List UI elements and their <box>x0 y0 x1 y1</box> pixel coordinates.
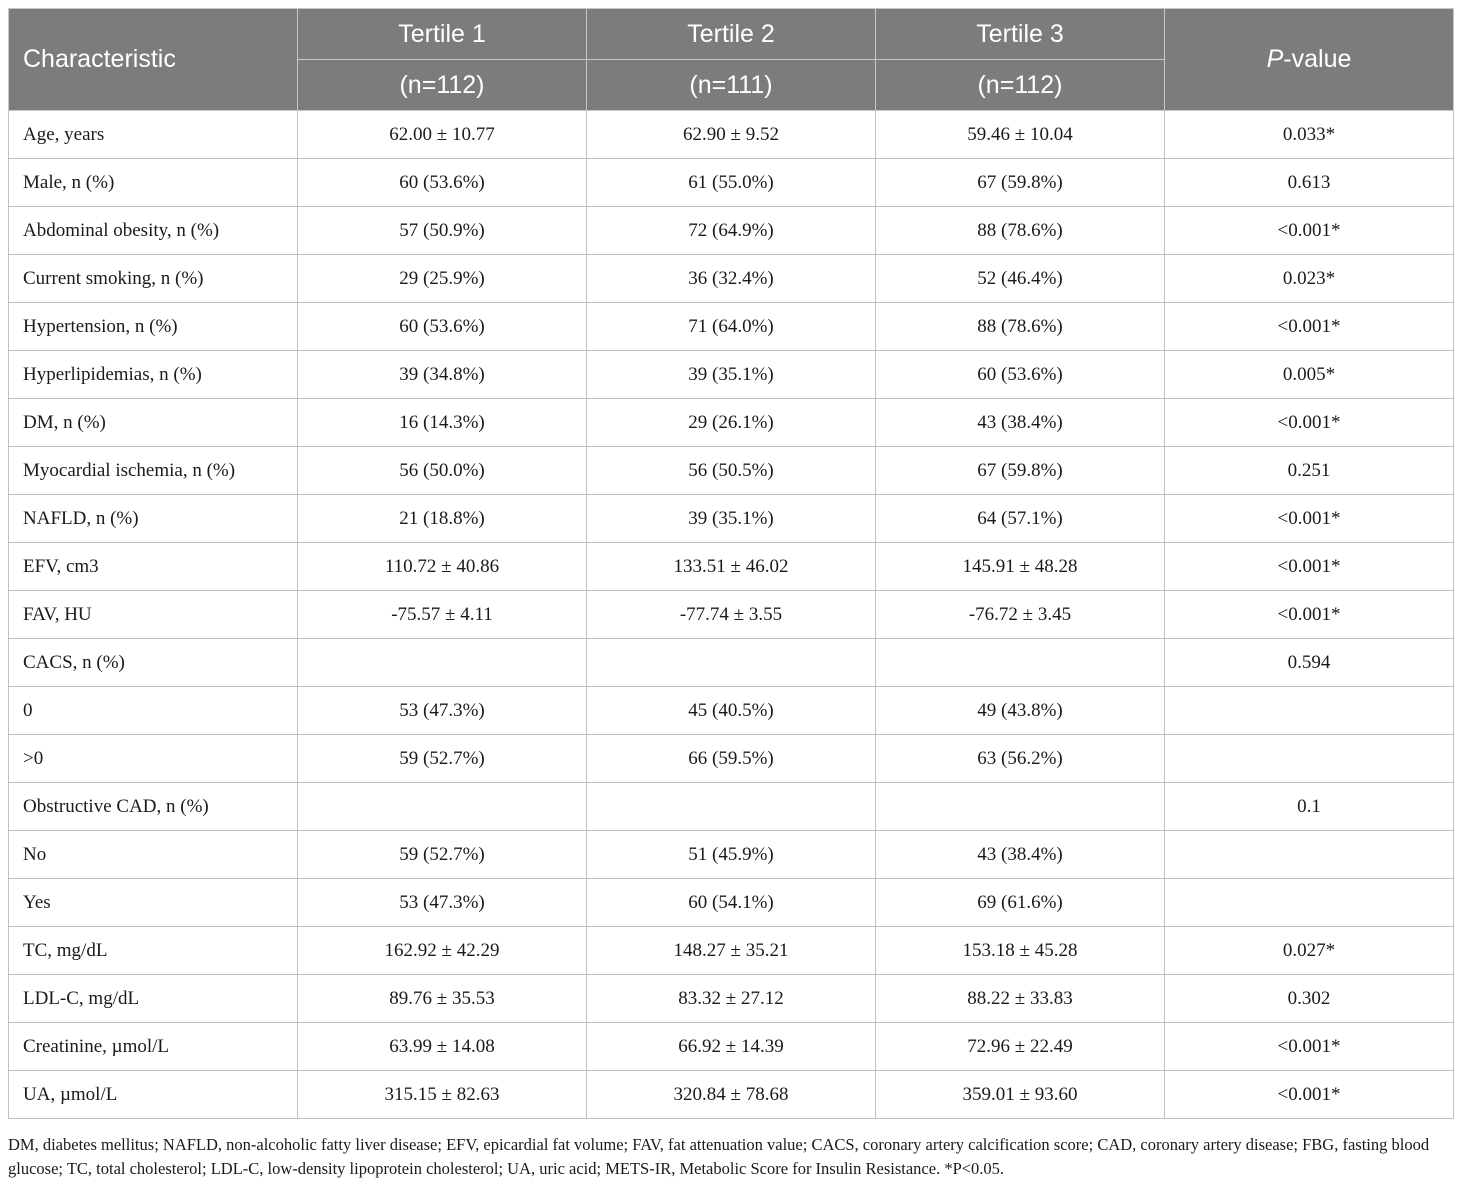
p-value-cell: <0.001* <box>1165 591 1454 639</box>
p-value-cell <box>1165 735 1454 783</box>
p-value-cell: <0.001* <box>1165 399 1454 447</box>
p-value-cell <box>1165 831 1454 879</box>
header-p-value <box>1165 9 1454 111</box>
row-label: Creatinine, µmol/L <box>9 1023 298 1071</box>
row-label: DM, n (%) <box>9 399 298 447</box>
row-label: TC, mg/dL <box>9 927 298 975</box>
header-row-1 <box>9 9 1454 60</box>
tertile-3-cell: 67 (59.8%) <box>876 447 1165 495</box>
tertile-1-cell: -75.57 ± 4.11 <box>298 591 587 639</box>
row-label: Age, years <box>9 111 298 159</box>
tertile-2-cell: 60 (54.1%) <box>587 879 876 927</box>
p-value-cell: 0.302 <box>1165 975 1454 1023</box>
tertile-2-cell: 66.92 ± 14.39 <box>587 1023 876 1071</box>
tertile-1-cell: 60 (53.6%) <box>298 159 587 207</box>
tertile-2-cell: 61 (55.0%) <box>587 159 876 207</box>
table-row <box>9 591 1454 639</box>
p-value-cell: 0.1 <box>1165 783 1454 831</box>
header-tertile-1: Tertile 1 <box>298 9 587 60</box>
p-value-cell: 0.033* <box>1165 111 1454 159</box>
tertile-3-cell: 88 (78.6%) <box>876 207 1165 255</box>
row-label: NAFLD, n (%) <box>9 495 298 543</box>
table-row <box>9 927 1454 975</box>
tertile-1-cell: 62.00 ± 10.77 <box>298 111 587 159</box>
tertile-3-cell: 52 (46.4%) <box>876 255 1165 303</box>
tertile-3-cell: 67 (59.8%) <box>876 159 1165 207</box>
row-label: Hyperlipidemias, n (%) <box>9 351 298 399</box>
table-container <box>8 8 1453 1119</box>
tertile-2-cell: 71 (64.0%) <box>587 303 876 351</box>
p-value-cell: 0.613 <box>1165 159 1454 207</box>
tertile-1-cell: 89.76 ± 35.53 <box>298 975 587 1023</box>
p-value-cell: <0.001* <box>1165 495 1454 543</box>
characteristics-table <box>8 8 1454 1119</box>
tertile-2-cell: 36 (32.4%) <box>587 255 876 303</box>
header-characteristic: Characteristic <box>9 9 298 111</box>
table-row <box>9 735 1454 783</box>
tertile-1-cell: 59 (52.7%) <box>298 735 587 783</box>
row-label: No <box>9 831 298 879</box>
tertile-2-cell: 66 (59.5%) <box>587 735 876 783</box>
tertile-1-cell: 53 (47.3%) <box>298 879 587 927</box>
tertile-2-cell: 72 (64.9%) <box>587 207 876 255</box>
tertile-1-cell: 16 (14.3%) <box>298 399 587 447</box>
row-label: Current smoking, n (%) <box>9 255 298 303</box>
tertile-3-cell: 72.96 ± 22.49 <box>876 1023 1165 1071</box>
tertile-3-cell: 49 (43.8%) <box>876 687 1165 735</box>
tertile-1-cell: 53 (47.3%) <box>298 687 587 735</box>
row-label: Myocardial ischemia, n (%) <box>9 447 298 495</box>
table-row <box>9 351 1454 399</box>
row-label: UA, µmol/L <box>9 1071 298 1119</box>
tertile-3-cell: -76.72 ± 3.45 <box>876 591 1165 639</box>
tertile-1-cell: 39 (34.8%) <box>298 351 587 399</box>
table-row <box>9 303 1454 351</box>
row-label: EFV, cm3 <box>9 543 298 591</box>
table-row <box>9 207 1454 255</box>
tertile-2-cell: 39 (35.1%) <box>587 495 876 543</box>
tertile-3-cell <box>876 783 1165 831</box>
header-tertile-2: Tertile 2 <box>587 9 876 60</box>
tertile-3-cell: 43 (38.4%) <box>876 831 1165 879</box>
table-row <box>9 975 1454 1023</box>
tertile-3-cell <box>876 639 1165 687</box>
header-tertile-3: Tertile 3 <box>876 9 1165 60</box>
table-row <box>9 255 1454 303</box>
row-label: 0 <box>9 687 298 735</box>
tertile-3-cell: 60 (53.6%) <box>876 351 1165 399</box>
tertile-3-cell: 88.22 ± 33.83 <box>876 975 1165 1023</box>
tertile-3-cell: 145.91 ± 48.28 <box>876 543 1165 591</box>
table-row <box>9 159 1454 207</box>
p-value-cell <box>1165 687 1454 735</box>
row-label: Abdominal obesity, n (%) <box>9 207 298 255</box>
row-label: Yes <box>9 879 298 927</box>
p-value-cell: 0.251 <box>1165 447 1454 495</box>
tertile-3-cell: 359.01 ± 93.60 <box>876 1071 1165 1119</box>
tertile-3-cell: 153.18 ± 45.28 <box>876 927 1165 975</box>
header-p-value-italic: P <box>1266 45 1284 73</box>
tertile-2-cell: -77.74 ± 3.55 <box>587 591 876 639</box>
p-value-cell: <0.001* <box>1165 1023 1454 1071</box>
table-footnote: DM, diabetes mellitus; NAFLD, non-alcoholic fatty liver disease; EFV, epicardial fat volume; FAV, fat attenuation value; CACS, coronary artery calcification score; CAD, coronary artery disease; FBG, fasting blood glucose; TC, total cholesterol; LDL-C, low-density lipoprotein cholesterol; UA, uric acid; METS-IR, Metabolic Score for Insulin Resistance. *P<0.05. <box>8 1135 1430 1178</box>
tertile-2-cell: 83.32 ± 27.12 <box>587 975 876 1023</box>
table-row <box>9 1023 1454 1071</box>
tertile-3-cell: 64 (57.1%) <box>876 495 1165 543</box>
row-label: Hypertension, n (%) <box>9 303 298 351</box>
tertile-2-cell: 29 (26.1%) <box>587 399 876 447</box>
table-row <box>9 1071 1454 1119</box>
row-label: Obstructive CAD, n (%) <box>9 783 298 831</box>
table-row <box>9 783 1454 831</box>
tertile-2-cell <box>587 783 876 831</box>
tertile-1-cell: 57 (50.9%) <box>298 207 587 255</box>
tertile-1-cell <box>298 783 587 831</box>
p-value-cell: 0.023* <box>1165 255 1454 303</box>
tertile-1-cell: 162.92 ± 42.29 <box>298 927 587 975</box>
tertile-2-cell: 51 (45.9%) <box>587 831 876 879</box>
tertile-3-cell: 88 (78.6%) <box>876 303 1165 351</box>
tertile-1-cell: 110.72 ± 40.86 <box>298 543 587 591</box>
p-value-cell: <0.001* <box>1165 1071 1454 1119</box>
row-label: FAV, HU <box>9 591 298 639</box>
tertile-2-cell: 320.84 ± 78.68 <box>587 1071 876 1119</box>
header-tertile-1-n: (n=112) <box>298 60 587 111</box>
tertile-2-cell: 148.27 ± 35.21 <box>587 927 876 975</box>
tertile-2-cell: 45 (40.5%) <box>587 687 876 735</box>
tertile-3-cell: 63 (56.2%) <box>876 735 1165 783</box>
tertile-1-cell: 63.99 ± 14.08 <box>298 1023 587 1071</box>
tertile-2-cell: 133.51 ± 46.02 <box>587 543 876 591</box>
table-row <box>9 543 1454 591</box>
header-tertile-2-n: (n=111) <box>587 60 876 111</box>
p-value-cell: <0.001* <box>1165 207 1454 255</box>
tertile-1-cell: 59 (52.7%) <box>298 831 587 879</box>
p-value-cell: <0.001* <box>1165 303 1454 351</box>
tertile-1-cell: 60 (53.6%) <box>298 303 587 351</box>
header-p-value-rest: -value <box>1283 45 1352 73</box>
p-value-cell: 0.027* <box>1165 927 1454 975</box>
p-value-cell: <0.001* <box>1165 543 1454 591</box>
tertile-2-cell: 39 (35.1%) <box>587 351 876 399</box>
header-tertile-3-n: (n=112) <box>876 60 1165 111</box>
tertile-1-cell: 21 (18.8%) <box>298 495 587 543</box>
p-value-cell <box>1165 879 1454 927</box>
tertile-1-cell: 29 (25.9%) <box>298 255 587 303</box>
table-body <box>9 111 1454 1119</box>
row-label: CACS, n (%) <box>9 639 298 687</box>
tertile-3-cell: 69 (61.6%) <box>876 879 1165 927</box>
tertile-1-cell: 315.15 ± 82.63 <box>298 1071 587 1119</box>
table-row <box>9 111 1454 159</box>
p-value-cell: 0.594 <box>1165 639 1454 687</box>
p-value-cell: 0.005* <box>1165 351 1454 399</box>
row-label: Male, n (%) <box>9 159 298 207</box>
tertile-1-cell: 56 (50.0%) <box>298 447 587 495</box>
tertile-2-cell: 62.90 ± 9.52 <box>587 111 876 159</box>
tertile-3-cell: 43 (38.4%) <box>876 399 1165 447</box>
tertile-2-cell: 56 (50.5%) <box>587 447 876 495</box>
table-row <box>9 687 1454 735</box>
table-row <box>9 495 1454 543</box>
tertile-1-cell <box>298 639 587 687</box>
row-label: >0 <box>9 735 298 783</box>
table-row <box>9 639 1454 687</box>
table-row <box>9 447 1454 495</box>
table-row <box>9 879 1454 927</box>
table-header <box>9 9 1454 111</box>
tertile-2-cell <box>587 639 876 687</box>
table-row <box>9 831 1454 879</box>
row-label: LDL-C, mg/dL <box>9 975 298 1023</box>
tertile-3-cell: 59.46 ± 10.04 <box>876 111 1165 159</box>
table-row <box>9 399 1454 447</box>
